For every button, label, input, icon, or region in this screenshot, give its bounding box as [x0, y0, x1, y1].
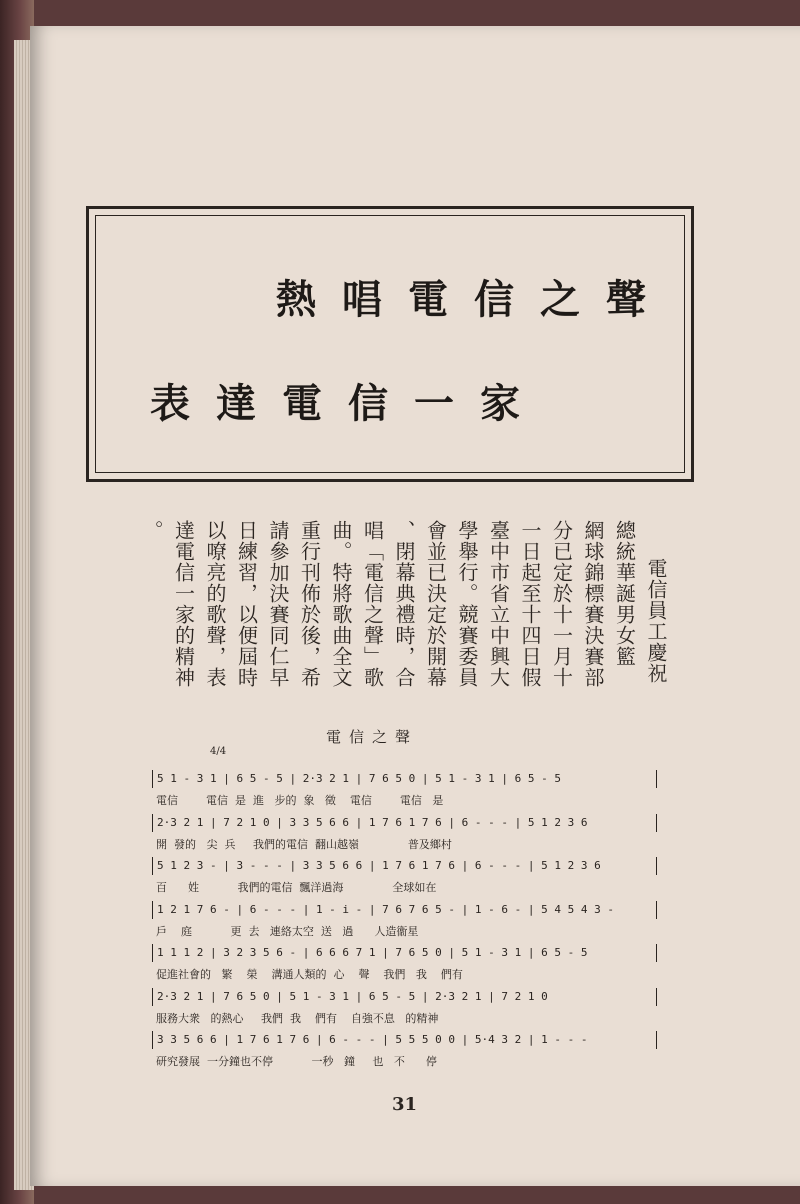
score-notes: 3 3 5 6 6 | 1 7 6 1 7 6 | 6 - - - | 5 5 5 0 0 | 5·4 3 2 | 1 - - -	[152, 1031, 657, 1049]
score-row	[152, 901, 657, 947]
article-column: 網球錦標賽決賽部	[581, 520, 605, 688]
score-row	[152, 857, 657, 903]
score-lyrics: 電信 電信 是 進 步的 象 徵 電信 電信 是	[156, 794, 444, 807]
score-lyrics: 開 發的 尖 兵 我們的電信 翻山越嶺 普及鄉村	[156, 837, 452, 851]
score-notes: 5 1 2 3 - | 3 - - - | 3 3 5 6 6 | 1 7 6 1 7 6 | 6 - - - | 5 1 2 3 6	[152, 857, 657, 875]
article-column: 達電信一家的精神	[171, 520, 196, 688]
score-title: 電信之聲	[326, 728, 419, 746]
time-signature: 4/4	[210, 746, 227, 757]
article-column: 學舉行。競賽委員	[455, 520, 479, 688]
article-column: 臺中市省立中興大	[486, 520, 511, 688]
article-column: 日練習，以便屆時	[234, 520, 259, 688]
score-lyrics: 戶 庭 更 去 連絡太空 送 過 人造衞星	[156, 924, 419, 938]
article-column: 。	[140, 520, 164, 541]
score-row	[152, 988, 657, 1034]
score-row	[152, 944, 657, 990]
article-column: 重行刊佈於後，希	[297, 520, 322, 688]
score-lyrics: 服務大衆 的熱心 我們 我 們有 自強不息 的精神	[156, 1011, 439, 1025]
article-column: 總統華誕男女籃	[612, 520, 637, 667]
score-lyrics: 促進社會的 繁 榮 溝通人類的 心 聲 我們 我 們有	[156, 968, 463, 981]
article-column: 、閉幕典禮時，合	[392, 520, 416, 688]
page-number: 31	[392, 1094, 418, 1115]
title-line-2: 表達電信一家	[150, 381, 546, 427]
score-row	[152, 770, 657, 816]
score-notes: 1 1 1 2 | 3 2 3 5 6 - | 6 6 6 7 1 | 7 6 5 0 | 5 1 - 3 1 | 6 5 - 5	[152, 944, 657, 962]
article-column: 請參加決賽同仁早	[266, 520, 290, 688]
score-row	[152, 814, 657, 860]
score-notes: 1 2 1 7 6 - | 6 - - - | 1 - i - | 7 6 7 6 5 - | 1 - 6 - | 5 4 5 4 3 -	[152, 901, 657, 919]
score-notes: 2·3 2 1 | 7 6 5 0 | 5 1 - 3 1 | 6 5 - 5 | 2·3 2 1 | 7 2 1 0	[152, 988, 657, 1006]
score-notes: 5 1 - 3 1 | 6 5 - 5 | 2·3 2 1 | 7 6 5 0 | 5 1 - 3 1 | 6 5 - 5	[152, 770, 657, 788]
article-column: 會並已決定於開幕	[423, 520, 448, 688]
score-lyrics: 研究發展 一分鐘也不停 一秒 鐘 也 不 停	[156, 1055, 437, 1068]
article-column: 電信員工慶祝	[644, 558, 668, 684]
score-notes: 2·3 2 1 | 7 2 1 0 | 3 3 5 6 6 | 1 7 6 1 7 6 | 6 - - - | 5 1 2 3 6	[152, 814, 657, 832]
article-column: 以嘹亮的歌聲，表	[203, 520, 227, 688]
article-column: 曲。特將歌曲全文	[329, 520, 353, 688]
article-column: 唱「電信之聲」歌	[360, 520, 385, 688]
title-box-inner-border	[95, 215, 685, 473]
article-column: 分已定於十一月十	[549, 520, 574, 688]
score-lyrics: 百 姓 我們的電信 飄洋過海 全球如在	[156, 881, 437, 894]
article-column: 一日起至十四日假	[518, 520, 542, 688]
title-box	[86, 206, 694, 482]
score-row	[152, 1031, 657, 1077]
title-line-1: 熱唱電信之聲	[276, 277, 672, 323]
